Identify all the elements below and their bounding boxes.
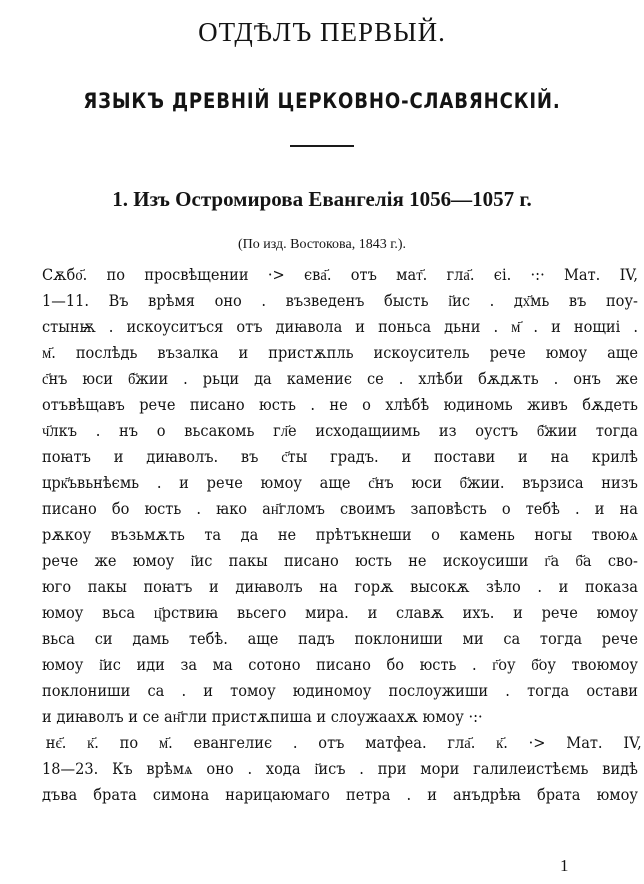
text-line: црк҃ъвьнѣємь . и рече юмоу аще с҃нъ юси б҃жии. вързиса низъ [42,474,638,492]
text-line: ч҃лкъ . нъ о вьсакомь гл҃е исходащиимь из оустъ б҃жии тогда [42,422,638,440]
text-line: писано бо юсть . ꙗко ан҃гломъ своимъ заповѣсть о тебѣ . и на [42,500,638,518]
source-note: (По изд. Востокова, 1843 г.). [237,237,407,252]
body-text [42,262,642,808]
section-subtitle: ЯЗЫКЪ ДРЕВНІЙ ЦЕРКОВНО-СЛАВЯНСКІЙ. [83,89,561,113]
page-number: 1 [560,856,569,875]
text-line: юмоу і҃ис иди за ма сотоно писано бо юсть . г҃оу б҃оу твоюмоу [42,656,638,674]
text-line: м҃. послѣдь възалка и пристѫпль искоуситель рече юмоу аще [42,344,638,362]
text-line: 18—23. Къ врѣмѧ оно . хода і҃исъ . при мори галилеистѣємь видѣ [42,760,638,778]
text-line: отъвѣщавъ рече писано юсть . не о хлѣбѣ юдиномь живъ бѫдеть [42,396,638,414]
text-line: поклониши са . и томоу юдиномоу послоужиши . тогда остави [42,682,638,700]
text-line: Сѫбо҃. по просвѣщении ·> єва҃. отъ мат҃. гла҃. єі. ·:· Мат. IV, [42,266,638,284]
text-line: юмоу вьса ц҃рствиꙗ вьсего мира. и славѫ ихъ. и рече юмоу [42,604,638,622]
text-line: рѫкоу възьмѫть та да не прѣтъкнеши о камень ногы твоюѧ [42,526,638,544]
text-line: поꙗтъ и диꙗволъ. въ с҃ты градъ. и постави и на крилѣ [42,448,638,466]
text-line: рече же юмоу і҃ис пакы писано юсть не искоусиши г҃а б҃а сво- [42,552,638,570]
text-line: с҃нъ юси б҃жии . рьци да камениє се . хлѣби бѫдѫть . онъ же [42,370,638,388]
text-line: нє҃. к҃. по м҃. евангелиє . отъ матфеа. гла҃. к҃. ·> Мат. IV, [45,734,642,752]
text-line: стынѭ . искоуситъся отъ диꙗвола и поньса дьни . м҃ . и нощиі . [42,318,638,336]
text-line: вьса си дамь тебѣ. аще падъ поклониши ми са тогда рече [42,630,638,648]
text-line: дъва брата симона нарицаюмаго петра . и анъдрѣꙗ брата юмоу [42,786,638,804]
text-line: и диꙗволъ и се ан҃гли пристѫпиша и слоужаахѫ юмоу ·:· [42,708,483,726]
chapter-heading: 1. Изъ Остромирова Евангелія 1056—1057 г. [112,187,532,211]
text-line: юго пакы поꙗтъ и диꙗволъ на горѫ высокѫ зѣло . и показа [42,578,638,596]
text-line: 1—11. Въ врѣмя оно . възведенъ бысть і҃ис . дх҃мь въ поу- [42,292,638,310]
section-title: ОТДѢЛЪ ПЕРВЫЙ. [198,17,446,47]
divider-rule [290,145,354,147]
